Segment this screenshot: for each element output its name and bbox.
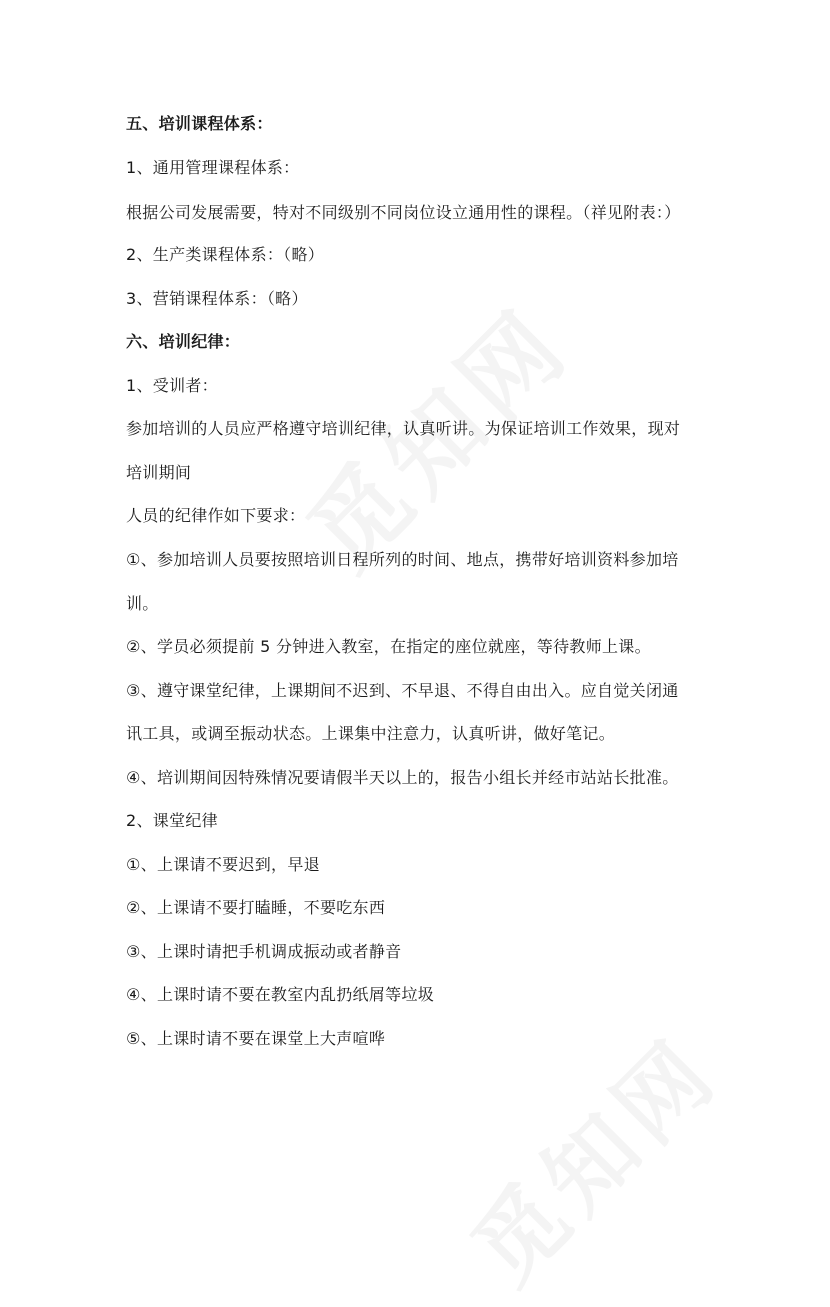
section-heading: 六、培训纪律： (126, 332, 241, 351)
list-item: ①、参加培训人员要按照培训日程所列的时间、地点，携带好培训资料参加培 (126, 550, 679, 569)
list-item: ④、上课时请不要在教室内乱扔纸屑等垃圾 (126, 985, 435, 1004)
subsection-heading: 2、生产类课程体系：（略） (126, 245, 325, 264)
list-item-continuation: 讯工具，或调至振动状态。上课集中注意力，认真听讲，做好笔记。 (126, 724, 616, 743)
list-item-continuation: 训。 (126, 594, 159, 613)
paragraph-line: 人员的纪律作如下要求： (126, 506, 306, 525)
list-item: ②、上课请不要打瞌睡，不要吃东西 (126, 898, 386, 917)
watermark (438, 1003, 742, 1307)
section-heading: 五、培训课程体系： (126, 114, 273, 133)
subsection-heading: 3、营销课程体系：（略） (126, 289, 308, 308)
list-item: ⑤、上课时请不要在课堂上大声喧哗 (126, 1029, 386, 1048)
subsection-heading: 2、课堂纪律 (126, 811, 218, 830)
list-item: ②、学员必须提前 5 分钟进入教室，在指定的座位就座，等待教师上课。 (126, 637, 651, 656)
list-item: ③、上课时请把手机调成振动或者静音 (126, 942, 402, 961)
paragraph-line: 培训期间 (126, 463, 192, 482)
list-item: ①、上课请不要迟到，早退 (126, 855, 320, 874)
subsection-heading: 1、受训者： (126, 376, 218, 395)
list-item: ③、遵守课堂纪律，上课期间不迟到、不早退、不得自由出入。应自觉关闭通 (126, 681, 679, 700)
paragraph-line: 根据公司发展需要，特对不同级别不同岗位设立通用性的课程。（祥见附表：） (126, 203, 681, 222)
list-item: ④、培训期间因特殊情况要请假半天以上的，报告小组长并经市站站长批准。 (126, 768, 679, 787)
paragraph-line: 参加培训的人员应严格遵守培训纪律，认真听讲。为保证培训工作效果，现对 (126, 419, 681, 438)
subsection-heading: 1、通用管理课程体系： (126, 158, 300, 177)
